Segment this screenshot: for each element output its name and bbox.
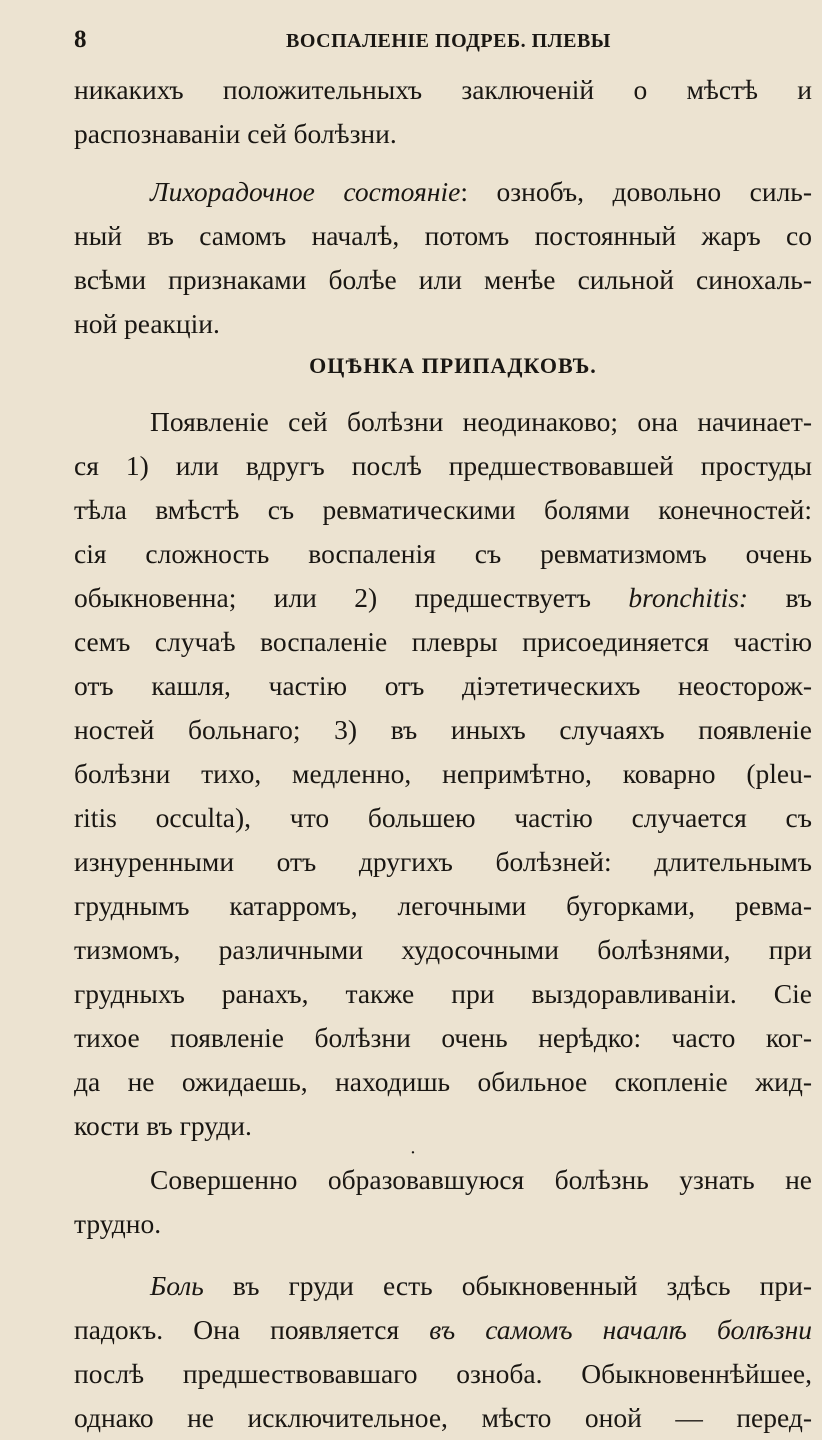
paragraph-3 — [74, 400, 812, 1148]
paragraph-4 — [74, 1158, 812, 1246]
text-line: болѣзни тихо, медленно, непримѣтно, коварно (pleu- — [74, 758, 812, 789]
section-heading: ОЦѢНКА ПРИПАДКОВЪ. — [309, 353, 597, 378]
text-line: ностей больнаго; 3) въ иныхъ случаяхъ появленіе — [74, 714, 812, 745]
text-line: никакихъ положительныхъ заключеній о мѣстѣ и — [74, 74, 812, 105]
text-line: послѣ предшествовавшаго озноба. Обыкновеннѣйшее, — [74, 1358, 812, 1389]
paragraph-1 — [74, 68, 812, 156]
text-line: обыкновенна; или 2) предшествуетъ bronchitis: въ — [74, 582, 813, 613]
separator-dot: · — [409, 1142, 417, 1164]
text-line: тихое появленіе болѣзни очень нерѣдко: часто ког- — [74, 1022, 812, 1053]
text-line: всѣми признаками болѣе или менѣе сильной синохаль- — [74, 264, 812, 295]
text-line: трудно. — [74, 1208, 162, 1239]
text-line: ся 1) или вдругъ послѣ предшествовавшей простуды — [74, 450, 812, 481]
text-line: однако не исключительное, мѣсто оной — перед- — [74, 1402, 812, 1433]
text-line: отъ кашля, частію отъ діэтетическихъ неосторож- — [74, 670, 812, 701]
italic-term: bronchitis: — [628, 582, 749, 613]
text-line: ritis occulta), что большею частію случается съ — [74, 802, 812, 833]
text-line: да не ожидаешь, находишь обильное скопленіе жид- — [74, 1066, 812, 1097]
italic-term: въ самомъ началѣ болѣзни — [429, 1314, 813, 1345]
text-line: Лихорадочное состояніе: ознобъ, довольно силь- — [150, 176, 812, 207]
text-line: падокъ. Она появляется въ самомъ началѣ болѣзни — [74, 1314, 813, 1345]
text-line: тизмомъ, различными худосочными болѣзнями, при — [74, 934, 812, 965]
text-line: грудныхъ ранахъ, также при выздоравливаніи. Сіе — [74, 978, 812, 1009]
italic-term: Боль — [150, 1270, 204, 1301]
text-line: груднымъ катарромъ, легочными бугорками, ревма- — [74, 890, 812, 921]
text-line: Появленіе сей болѣзни неодинаково; она начинает- — [150, 406, 812, 437]
text-line: Совершенно образовавшуюся болѣзнь узнать не — [150, 1164, 812, 1195]
paragraph-5 — [74, 1264, 812, 1440]
text-line: изнуренными отъ другихъ болѣзней: длительнымъ — [74, 846, 812, 877]
page-header — [74, 26, 812, 60]
text-line: распознаваніи сей болѣзни. — [74, 118, 397, 149]
text-line: тѣла вмѣстѣ съ ревматическими болями конечностей: — [74, 494, 812, 525]
text-line: семъ случаѣ воспаленіе плевры присоединяется частію — [74, 626, 812, 657]
text-line: сія сложность воспаленія съ ревматизмомъ очень — [74, 538, 812, 569]
text-line: ной реакціи. — [74, 308, 220, 339]
running-title: ВОСПАЛЕНІЕ ПОДРЕБ. ПЛЕВЫ — [286, 30, 611, 52]
page-body — [74, 68, 812, 1440]
text-line: кости въ груди. — [74, 1110, 252, 1141]
paragraph-2 — [74, 170, 812, 346]
italic-term: Лихорадочное состояніе — [150, 176, 461, 207]
page-number: 8 — [74, 26, 87, 53]
text-line: ный въ самомъ началѣ, потомъ постоянный жаръ со — [74, 220, 812, 251]
text-line: Боль въ груди есть обыкновенный здѣсь при- — [150, 1270, 812, 1301]
